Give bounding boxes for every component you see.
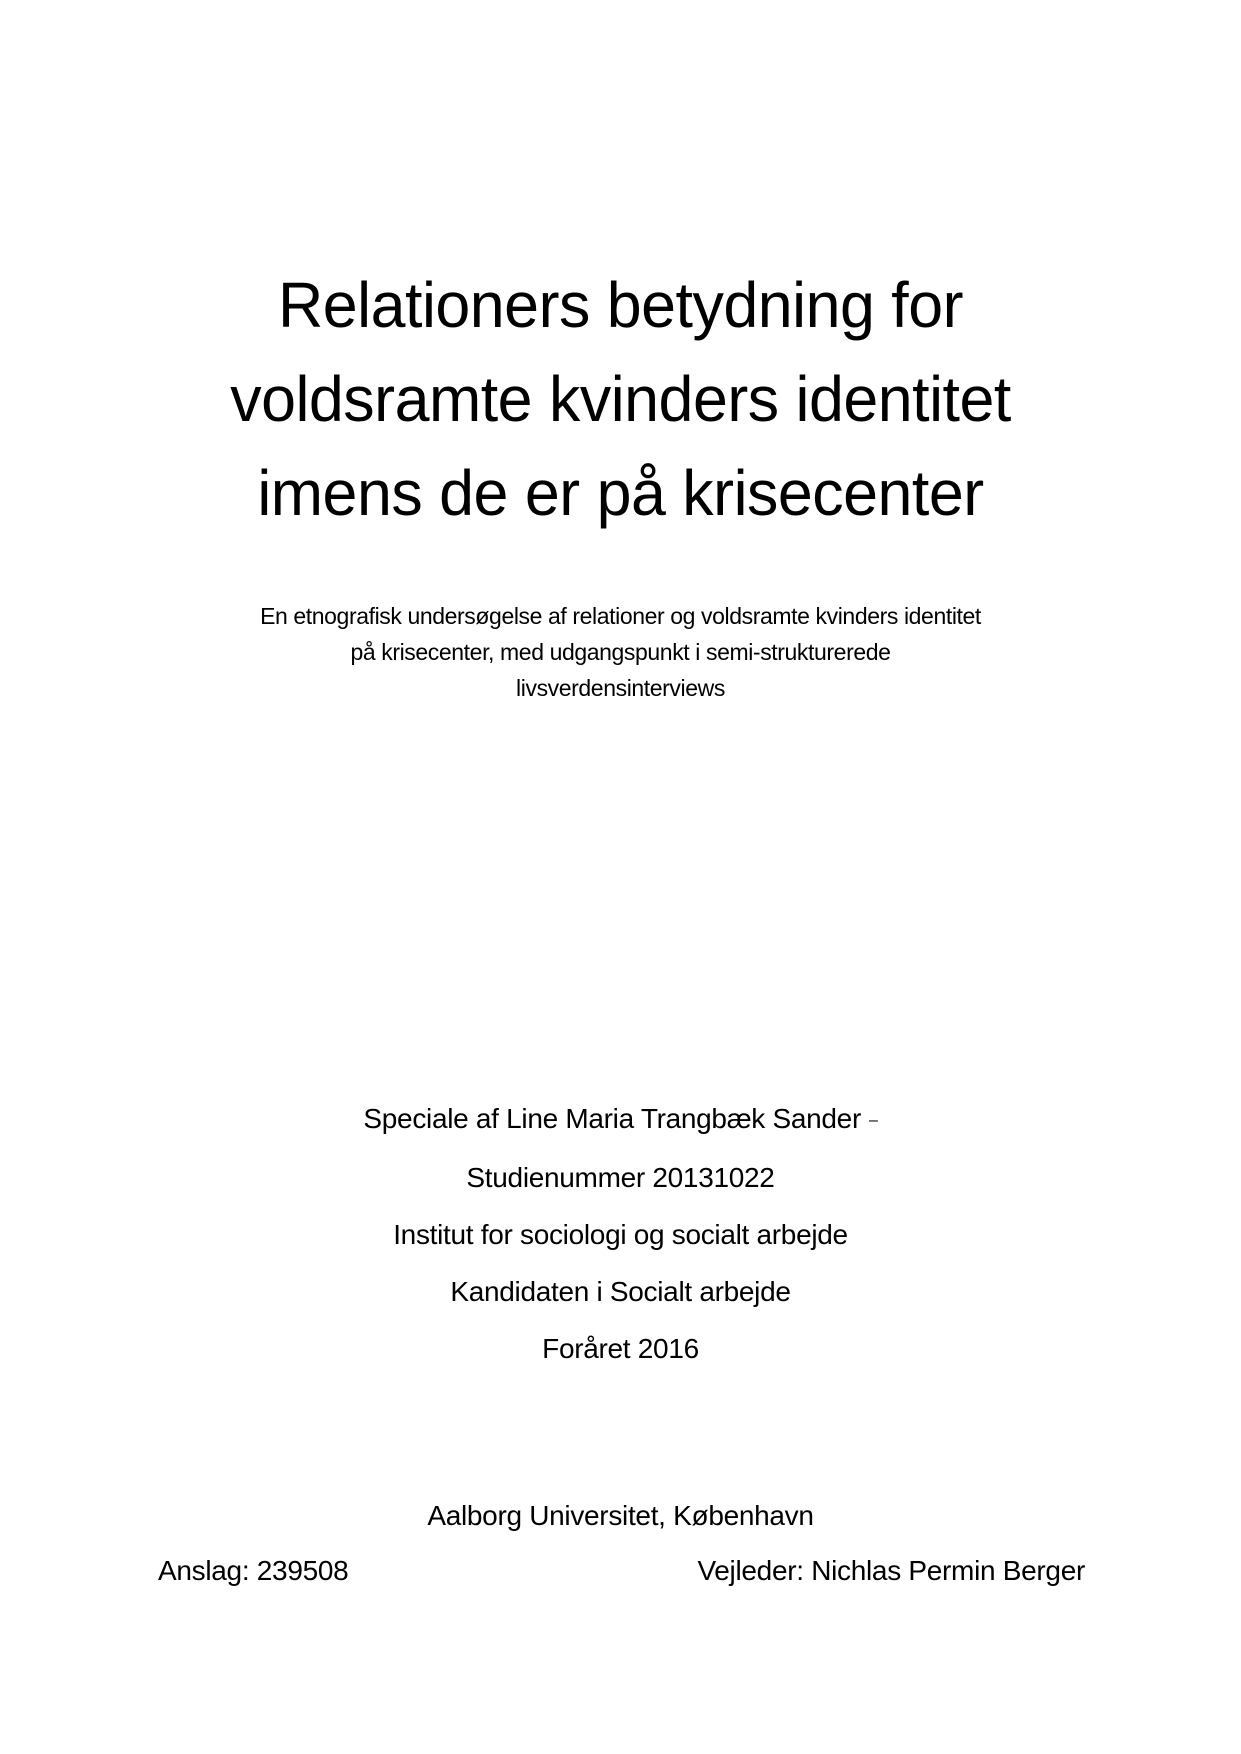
- title-line: voldsramte kvinders identitet: [230, 363, 1011, 435]
- author-line: [100, 1090, 1141, 1149]
- institute: Institut for sociologi og socialt arbejde: [393, 1219, 848, 1251]
- title-line: Relationers betydning for: [277, 269, 964, 341]
- author-dash: –: [868, 1112, 878, 1130]
- thesis-subtitle: [100, 598, 1141, 706]
- title-line: imens de er på krisecenter: [257, 457, 984, 529]
- subtitle-line: på krisecenter, med udgangspunkt i semi-strukturerede: [350, 639, 891, 665]
- university: Aalborg Universitet, København: [427, 1500, 814, 1531]
- subtitle-line: En etnografisk undersøgelse af relationer og voldsramte kvinders identitet: [260, 603, 981, 629]
- subtitle-line: livsverdensinterviews: [516, 675, 725, 701]
- semester: Foråret 2016: [542, 1333, 699, 1365]
- author-info: [100, 1090, 1141, 1377]
- character-count: Anslag: 239508: [158, 1555, 349, 1586]
- author-text: Speciale af Line Maria Trangbæk Sander: [363, 1103, 861, 1134]
- footer-row: [0, 1551, 1241, 1591]
- student-number: Studienummer 20131022: [466, 1162, 775, 1194]
- supervisor: Vejleder: Nichlas Permin Berger: [697, 1555, 1085, 1586]
- program: Kandidaten i Socialt arbejde: [450, 1276, 791, 1308]
- thesis-title: [100, 258, 1141, 540]
